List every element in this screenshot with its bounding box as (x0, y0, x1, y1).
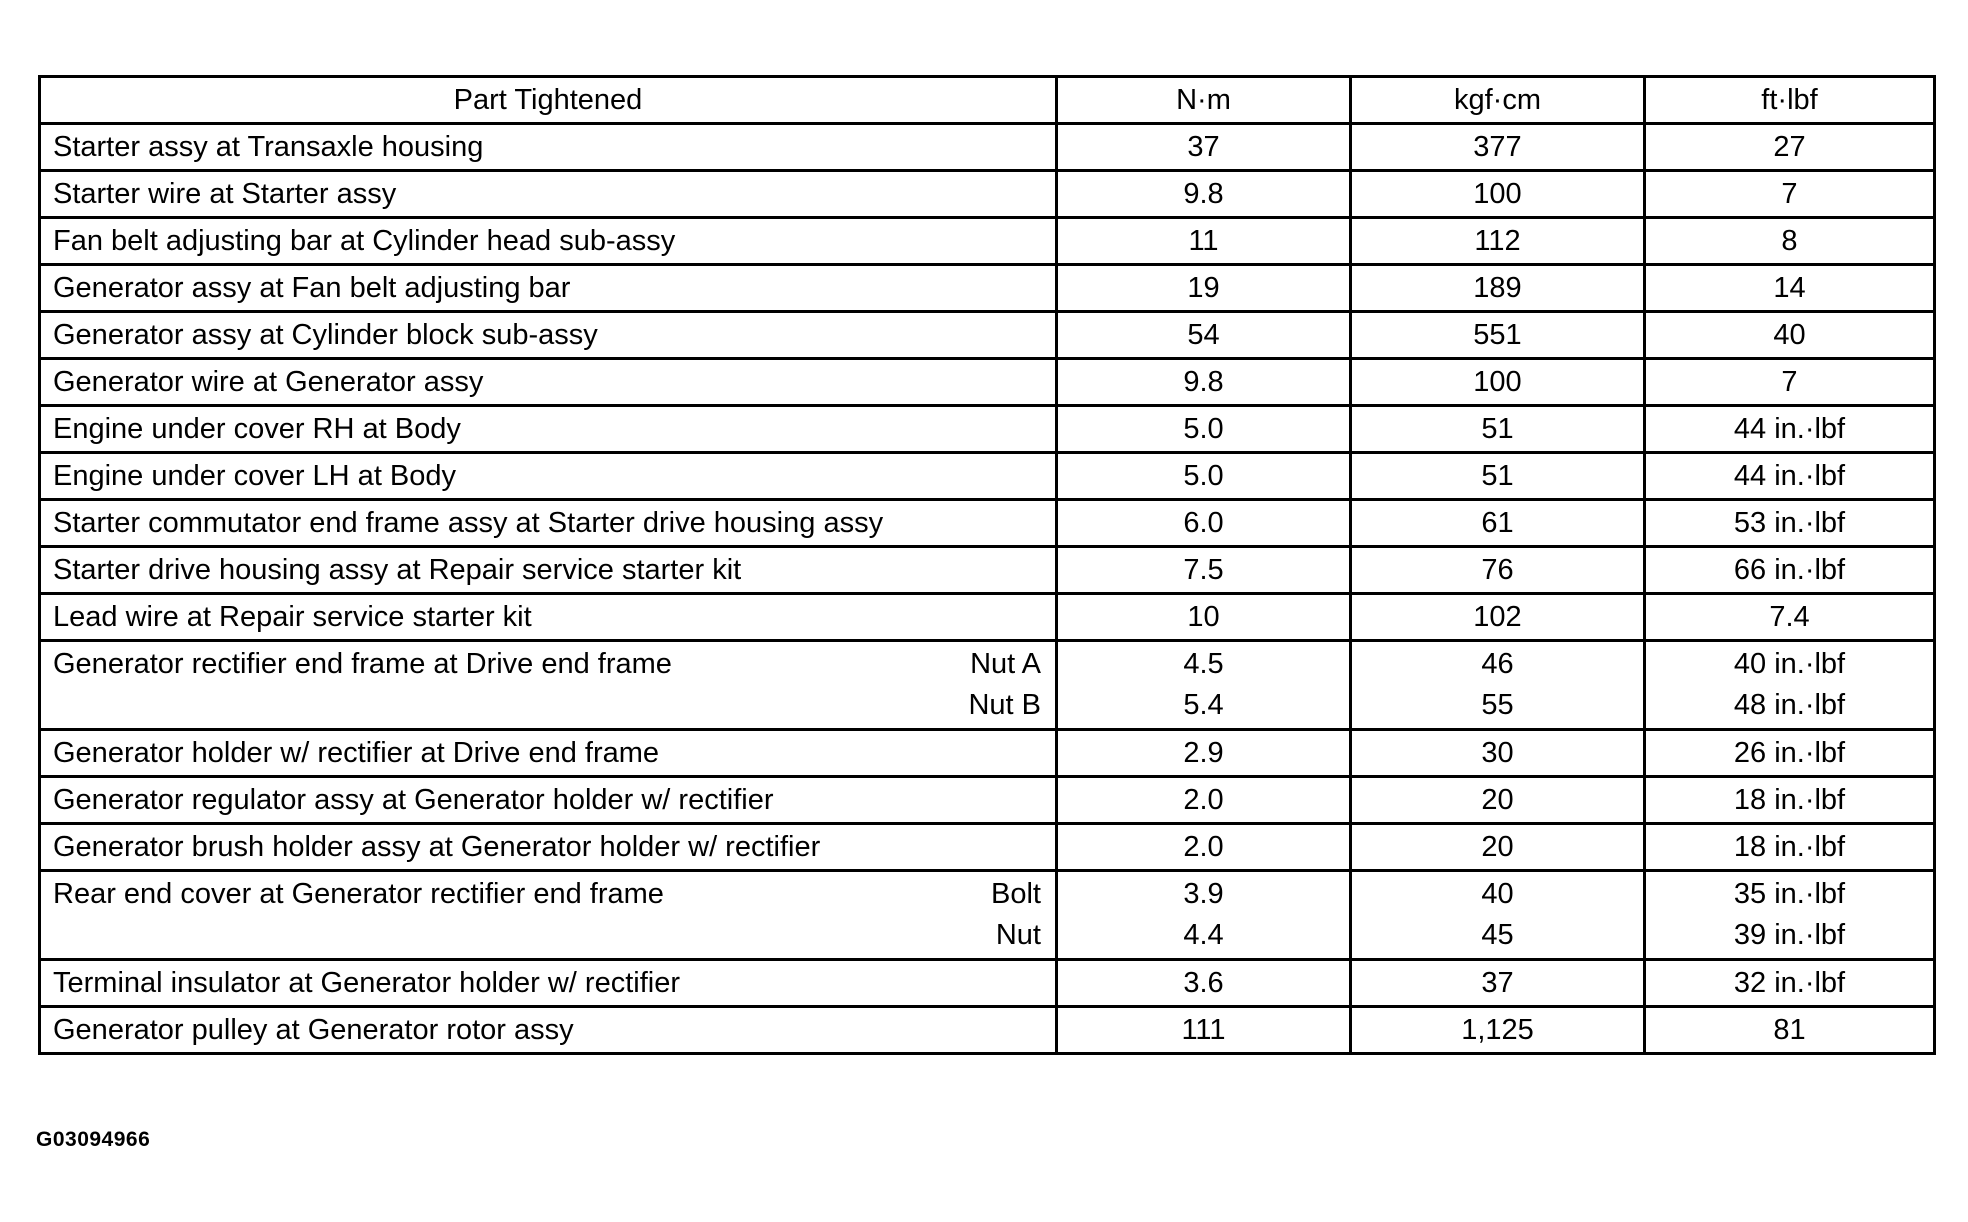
nm-cell (1057, 641, 1351, 730)
kgfcm-cell (1351, 1007, 1645, 1054)
ftlbf-cell (1645, 777, 1935, 824)
part-name: Terminal insulator at Generator holder w/ rectifier (53, 966, 680, 999)
nm-cell (1057, 500, 1351, 547)
table-row (40, 960, 1935, 1007)
nm-value: 111 (1181, 1013, 1226, 1046)
table-row (40, 500, 1935, 547)
fastener-label: Nut A (970, 648, 1041, 680)
part-name: Generator pulley at Generator rotor assy (53, 1013, 574, 1046)
kgfcm-cell (1351, 824, 1645, 871)
fastener-label: Bolt (991, 878, 1041, 910)
kgfcm-cell (1351, 171, 1645, 218)
part-name: Generator assy at Fan belt adjusting bar (53, 271, 571, 304)
table-row (40, 824, 1935, 871)
ftlbf-value: 40 (1773, 318, 1806, 351)
ftlbf-cell (1645, 124, 1935, 171)
kgfcm-value: 40 (1481, 878, 1514, 910)
part-cell (40, 777, 1057, 824)
part-cell (40, 453, 1057, 500)
header-ftlbf: ft·lbf (1645, 77, 1935, 124)
nm-value: 4.4 (1183, 919, 1224, 951)
part-name: Generator rectifier end frame at Drive end frame (53, 648, 672, 680)
table-row (40, 871, 1935, 960)
kgfcm-value: 61 (1481, 506, 1514, 539)
ftlbf-value: 14 (1773, 271, 1806, 304)
kgfcm-cell (1351, 359, 1645, 406)
fastener-label: Nut (995, 919, 1041, 951)
kgfcm-value: 377 (1473, 130, 1522, 163)
nm-value: 9.8 (1183, 365, 1224, 398)
part-cell (40, 124, 1057, 171)
ftlbf-value: 26 in.·lbf (1733, 736, 1846, 769)
nm-cell (1057, 824, 1351, 871)
table-row (40, 406, 1935, 453)
part-cell (40, 359, 1057, 406)
ftlbf-cell (1645, 406, 1935, 453)
kgfcm-value: 1,125 (1461, 1013, 1534, 1046)
nm-cell (1057, 960, 1351, 1007)
part-cell (40, 547, 1057, 594)
ftlbf-cell (1645, 871, 1935, 960)
nm-cell (1057, 312, 1351, 359)
part-name: Starter drive housing assy at Repair service starter kit (53, 553, 742, 586)
ftlbf-value: 39 in.·lbf (1733, 919, 1846, 951)
nm-value: 11 (1188, 224, 1219, 257)
part-cell (40, 1007, 1057, 1054)
table-row (40, 594, 1935, 641)
ftlbf-cell (1645, 359, 1935, 406)
nm-cell (1057, 171, 1351, 218)
ftlbf-value: 7 (1781, 365, 1798, 398)
kgfcm-value: 51 (1481, 412, 1514, 445)
header-part-tightened: Part Tightened (40, 77, 1057, 124)
nm-cell (1057, 359, 1351, 406)
nm-value: 54 (1187, 318, 1220, 351)
part-name: Generator wire at Generator assy (53, 365, 484, 398)
table-row (40, 730, 1935, 777)
table-row (40, 777, 1935, 824)
ftlbf-cell (1645, 547, 1935, 594)
part-name: Starter wire at Starter assy (53, 177, 397, 210)
table-body (40, 124, 1935, 1054)
nm-value: 2.0 (1183, 830, 1224, 863)
ftlbf-cell (1645, 960, 1935, 1007)
table-row (40, 1007, 1935, 1054)
part-name: Rear end cover at Generator rectifier end frame (53, 878, 664, 910)
part-cell (40, 594, 1057, 641)
ftlbf-value: 48 in.·lbf (1733, 689, 1846, 721)
kgfcm-cell (1351, 312, 1645, 359)
header-kgfcm: kgf·cm (1351, 77, 1645, 124)
kgfcm-value: 51 (1481, 459, 1514, 492)
ftlbf-value: 53 in.·lbf (1733, 506, 1846, 539)
part-line (53, 685, 1041, 726)
part-name: Generator regulator assy at Generator holder w/ rectifier (53, 783, 774, 816)
ftlbf-value: 35 in.·lbf (1733, 878, 1846, 910)
ftlbf-value: 18 in.·lbf (1733, 830, 1846, 863)
nm-cell (1057, 730, 1351, 777)
kgfcm-value: 46 (1481, 648, 1514, 680)
part-cell (40, 218, 1057, 265)
ftlbf-value: 44 in.·lbf (1733, 459, 1846, 492)
nm-value: 6.0 (1183, 506, 1224, 539)
nm-cell (1057, 406, 1351, 453)
kgfcm-cell (1351, 871, 1645, 960)
part-name: Fan belt adjusting bar at Cylinder head sub-assy (53, 224, 676, 257)
torque-spec-table (38, 75, 1936, 1055)
kgfcm-cell (1351, 265, 1645, 312)
part-line (53, 644, 1041, 685)
table-row (40, 547, 1935, 594)
part-cell (40, 500, 1057, 547)
nm-value: 3.9 (1183, 878, 1224, 910)
kgfcm-cell (1351, 218, 1645, 265)
table-row (40, 124, 1935, 171)
kgfcm-cell (1351, 406, 1645, 453)
table-row (40, 312, 1935, 359)
table-row (40, 265, 1935, 312)
kgfcm-cell (1351, 641, 1645, 730)
kgfcm-cell (1351, 594, 1645, 641)
fastener-label: Nut B (968, 689, 1041, 721)
nm-value: 37 (1187, 130, 1220, 163)
ftlbf-value: 32 in.·lbf (1733, 966, 1846, 999)
kgfcm-cell (1351, 777, 1645, 824)
part-name: Generator assy at Cylinder block sub-assy (53, 318, 598, 351)
kgfcm-value: 100 (1473, 177, 1522, 210)
part-cell (40, 730, 1057, 777)
nm-cell (1057, 871, 1351, 960)
nm-cell (1057, 218, 1351, 265)
ftlbf-value: 66 in.·lbf (1733, 553, 1846, 586)
part-cell (40, 871, 1057, 960)
ftlbf-value: 40 in.·lbf (1733, 648, 1846, 680)
part-line (53, 915, 1041, 956)
ftlbf-value: 7 (1781, 177, 1798, 210)
nm-value: 9.8 (1183, 177, 1224, 210)
nm-value: 7.5 (1183, 553, 1224, 586)
nm-value: 5.4 (1183, 689, 1224, 721)
part-cell (40, 312, 1057, 359)
ftlbf-cell (1645, 824, 1935, 871)
kgfcm-value: 551 (1473, 318, 1522, 351)
part-line (53, 874, 1041, 915)
ftlbf-cell (1645, 171, 1935, 218)
kgfcm-value: 102 (1473, 600, 1522, 633)
kgfcm-value: 100 (1473, 365, 1522, 398)
part-cell (40, 960, 1057, 1007)
kgfcm-cell (1351, 453, 1645, 500)
kgfcm-value: 20 (1481, 830, 1514, 863)
nm-cell (1057, 265, 1351, 312)
ftlbf-cell (1645, 594, 1935, 641)
nm-cell (1057, 594, 1351, 641)
ftlbf-cell (1645, 453, 1935, 500)
ftlbf-cell (1645, 730, 1935, 777)
nm-value: 3.6 (1183, 966, 1224, 999)
part-cell (40, 406, 1057, 453)
part-cell (40, 824, 1057, 871)
ftlbf-value: 8 (1781, 224, 1798, 257)
part-name: Starter assy at Transaxle housing (53, 130, 484, 163)
kgfcm-value: 30 (1481, 736, 1514, 769)
kgfcm-cell (1351, 547, 1645, 594)
kgfcm-value: 76 (1481, 553, 1514, 586)
nm-cell (1057, 1007, 1351, 1054)
table-row (40, 218, 1935, 265)
figure-code: G03094966 (36, 1128, 151, 1151)
nm-value: 5.0 (1183, 412, 1224, 445)
kgfcm-value: 189 (1473, 271, 1522, 304)
nm-value: 5.0 (1183, 459, 1224, 492)
header-row (40, 77, 1935, 124)
ftlbf-cell (1645, 312, 1935, 359)
ftlbf-cell (1645, 265, 1935, 312)
kgfcm-cell (1351, 730, 1645, 777)
ftlbf-value: 27 (1773, 130, 1806, 163)
kgfcm-cell (1351, 500, 1645, 547)
nm-value: 2.0 (1183, 783, 1224, 816)
ftlbf-value: 81 (1773, 1013, 1806, 1046)
part-cell (40, 171, 1057, 218)
nm-value: 10 (1187, 600, 1220, 633)
nm-cell (1057, 777, 1351, 824)
nm-cell (1057, 124, 1351, 171)
ftlbf-cell (1645, 1007, 1935, 1054)
part-name: Engine under cover LH at Body (53, 459, 457, 492)
kgfcm-value: 112 (1474, 224, 1521, 257)
table-row (40, 453, 1935, 500)
kgfcm-value: 37 (1481, 966, 1514, 999)
nm-value: 4.5 (1183, 648, 1224, 680)
table-row (40, 359, 1935, 406)
part-name: Starter commutator end frame assy at Starter drive housing assy (53, 506, 884, 539)
ftlbf-cell (1645, 218, 1935, 265)
part-name: Lead wire at Repair service starter kit (53, 600, 532, 633)
ftlbf-cell (1645, 641, 1935, 730)
part-name: Generator holder w/ rectifier at Drive end frame (53, 736, 660, 769)
nm-value: 19 (1187, 271, 1220, 304)
kgfcm-cell (1351, 960, 1645, 1007)
part-cell (40, 265, 1057, 312)
table-row (40, 641, 1935, 730)
part-name: Generator brush holder assy at Generator holder w/ rectifier (53, 830, 821, 863)
ftlbf-value: 7.4 (1769, 600, 1810, 633)
header-nm: N·m (1057, 77, 1351, 124)
ftlbf-value: 18 in.·lbf (1733, 783, 1846, 816)
nm-cell (1057, 453, 1351, 500)
nm-value: 2.9 (1183, 736, 1224, 769)
ftlbf-cell (1645, 500, 1935, 547)
kgfcm-cell (1351, 124, 1645, 171)
ftlbf-value: 44 in.·lbf (1733, 412, 1846, 445)
table-row (40, 171, 1935, 218)
kgfcm-value: 55 (1481, 689, 1514, 721)
nm-cell (1057, 547, 1351, 594)
part-name: Engine under cover RH at Body (53, 412, 461, 445)
kgfcm-value: 45 (1481, 919, 1514, 951)
part-cell (40, 641, 1057, 730)
kgfcm-value: 20 (1481, 783, 1514, 816)
